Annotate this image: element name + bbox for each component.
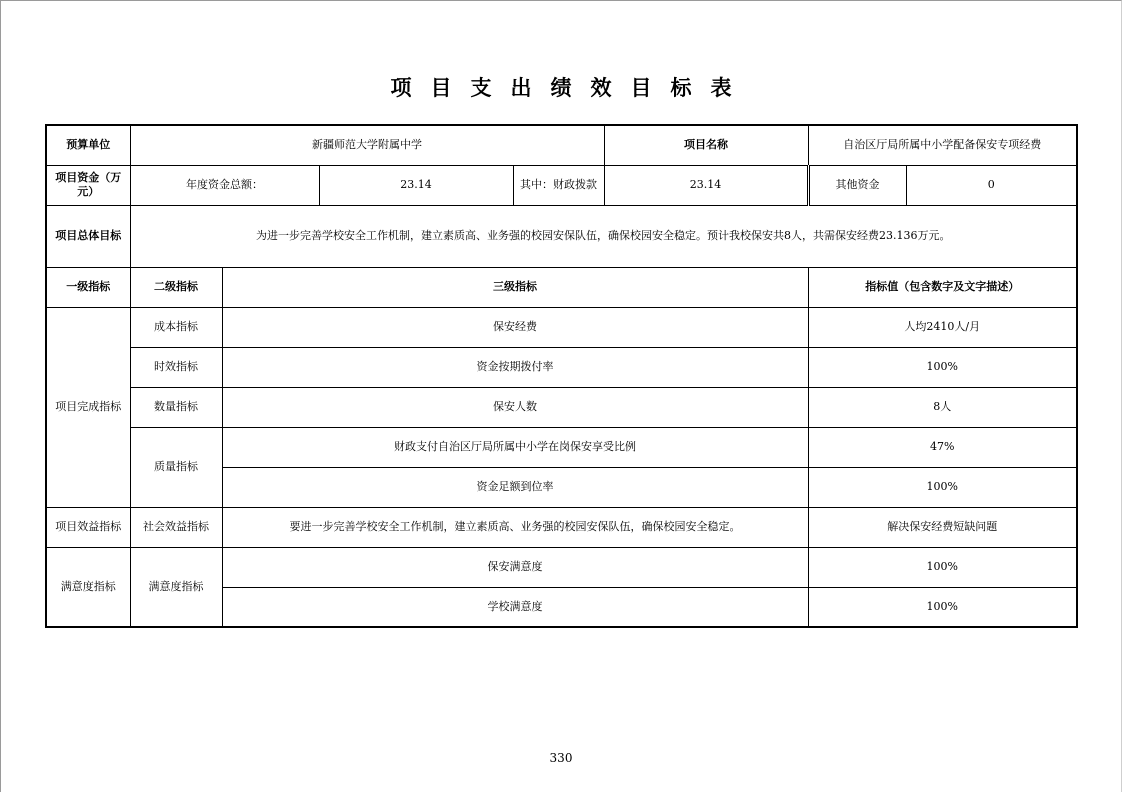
level3-indicator: 保安经费 [222,307,808,347]
level2-indicator: 时效指标 [130,347,222,387]
level3-indicator: 保安满意度 [222,547,808,587]
indicator-value: 人均2410人/月 [808,307,1077,347]
overall-goal-text: 为进一步完善学校安全工作机制，建立素质高、业务强的校园安保队伍，确保校园安全稳定。预计我校保安共8人，共需保安经费23.136万元。 [130,205,1077,267]
column-header-value: 指标值（包含数字及文字描述） [808,267,1077,307]
level3-indicator: 财政支付自治区厅局所属中小学在岗保安享受比例 [222,427,808,467]
level1-indicator: 项目效益指标 [46,507,130,547]
column-header-level3: 三级指标 [222,267,808,307]
performance-table [45,124,1078,628]
fiscal-label: 其中：财政拨款 [513,165,604,205]
indicator-value: 100% [808,347,1077,387]
level1-indicator: 项目完成指标 [46,307,130,507]
page-number: 330 [549,751,573,765]
level2-indicator: 成本指标 [130,307,222,347]
level3-indicator: 资金按期拨付率 [222,347,808,387]
table-row-header [46,125,1077,165]
table-row [46,427,1077,467]
funds-label: 项目资金（万元） [46,165,130,205]
budget-unit-value: 新疆师范大学附属中学 [130,125,604,165]
annual-total-value: 23.14 [319,165,513,205]
level2-indicator: 质量指标 [130,427,222,507]
table-row [46,307,1077,347]
level2-indicator: 数量指标 [130,387,222,427]
level2-indicator: 满意度指标 [130,547,222,627]
level2-indicator: 社会效益指标 [130,507,222,547]
overall-goal-label: 项目总体目标 [46,205,130,267]
table-row [46,347,1077,387]
indicator-value: 100% [808,467,1077,507]
indicator-value: 100% [808,587,1077,627]
other-funds-label: 其他资金 [808,165,906,205]
table-row [46,387,1077,427]
table-row [46,547,1077,587]
column-header-level1: 一级指标 [46,267,130,307]
level3-indicator: 学校满意度 [222,587,808,627]
table-row-column-headers [46,267,1077,307]
column-header-level2: 二级指标 [130,267,222,307]
table-row [46,507,1077,547]
indicator-value: 100% [808,547,1077,587]
table-row-funds [46,165,1077,205]
project-name-value: 自治区厅局所属中小学配备保安专项经费 [808,125,1077,165]
project-name-label: 项目名称 [604,125,808,165]
indicator-value: 解决保安经费短缺问题 [808,507,1077,547]
level1-indicator: 满意度指标 [46,547,130,627]
table-row-goal [46,205,1077,267]
budget-unit-label: 预算单位 [46,125,130,165]
level3-indicator: 资金足额到位率 [222,467,808,507]
fiscal-value: 23.14 [604,165,808,205]
indicator-value: 8人 [808,387,1077,427]
annual-total-label: 年度资金总额： [130,165,319,205]
indicator-value: 47% [808,427,1077,467]
other-funds-value: 0 [906,165,1077,205]
level3-indicator: 保安人数 [222,387,808,427]
level3-indicator: 要进一步完善学校安全工作机制，建立素质高、业务强的校园安保队伍，确保校园安全稳定。 [222,507,808,547]
page-title: 项目支出绩效目标表 [390,76,751,100]
